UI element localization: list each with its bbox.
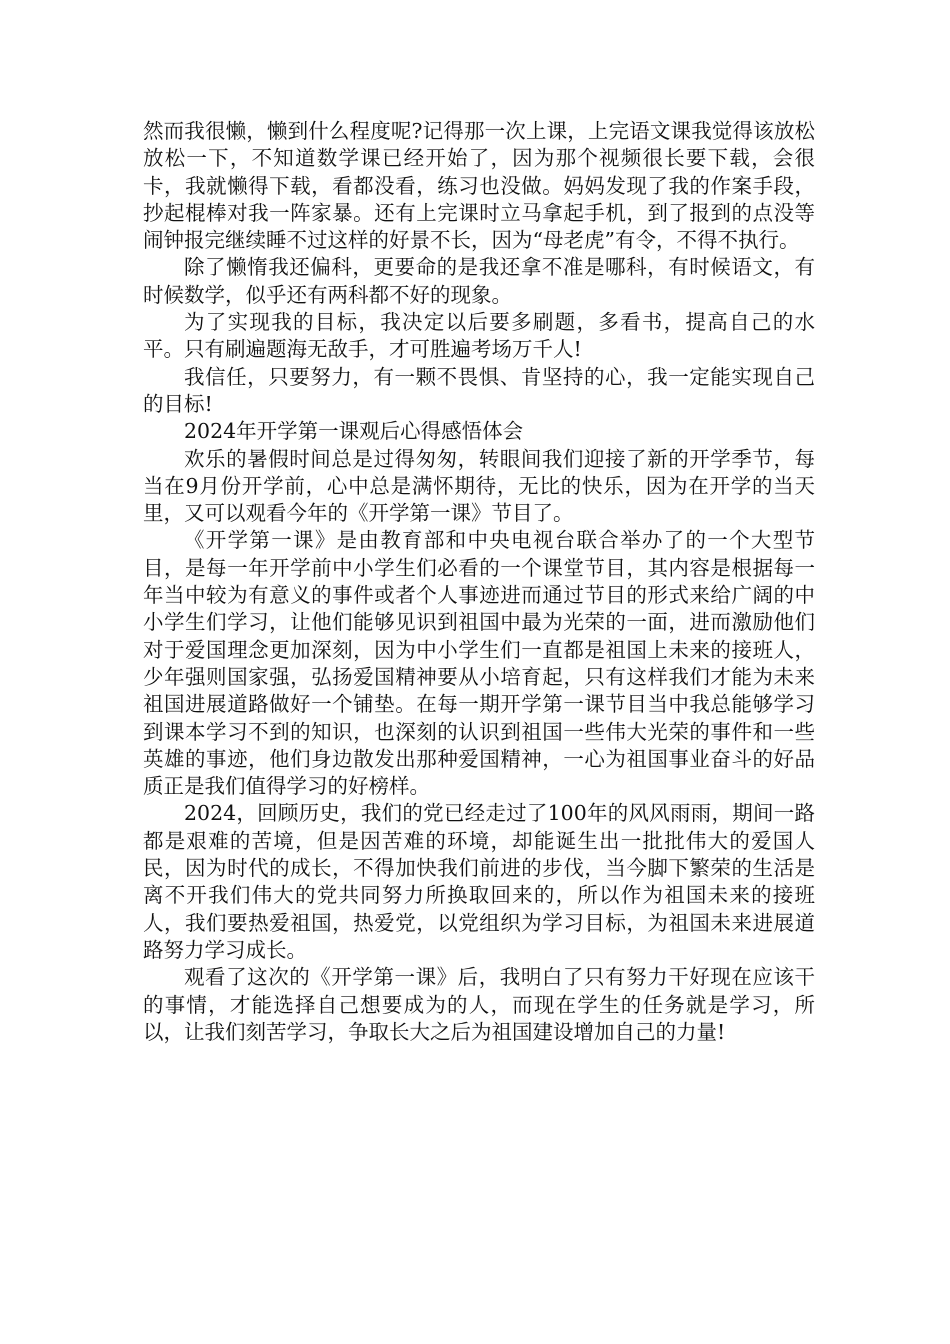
paragraph-summer: 欢乐的暑假时间总是过得匆匆，转眼间我们迎接了新的开学季节，每当在9月份开学前，心中总是满怀期待，无比的快乐，因为在开学的当天里，又可以观看今年的《开学第一课》节目了。 (143, 446, 815, 526)
paragraph-program: 《开学第一课》是由教育部和中央电视台联合举办了的一个大型节目，是每一年开学前中小学生们必看的一个课堂节目，其内容是根据每一年当中较为有意义的事件或者个人事迹进而通过节目的形式来给广阔的中小学生们学习，让他们能够见识到祖国中最为光荣的一面，进而激励他们对于爱国理念更加深刻，因为中小学生们一直都是祖国上未来的接班人，少年强则国家强，弘扬爱国精神要从小培育起，只有这样我们才能为未来祖国进展道路做好一个铺垫。在每一期开学第一课节目当中我总能够学习到课本学习不到的知识，也深刻的认识到祖国一些伟大光荣的事件和一些英雄的事迹，他们身边散发出那种爱国精神，一心为祖国事业奋斗的好品质正是我们值得学习的好榜样。 (143, 528, 815, 799)
paragraph-belief: 我信任，只要努力，有一颗不畏惧、肯坚持的心，我一定能实现自己的目标! (143, 364, 815, 416)
section-title: 2024年开学第一课观后心得感悟体会 (184, 419, 524, 444)
paragraph-conclusion: 观看了这次的《开学第一课》后，我明白了只有努力干好现在应该干的事情，才能选择自己想要成为的人，而现在学生的任务就是学习，所以，让我们刻苦学习，争取长大之后为祖国建设增加自己的力量! (143, 965, 815, 1044)
paragraph-plan: 为了实现我的目标，我决定以后要多刷题，多看书，提高自己的水平。只有刷遍题海无敌手，才可胜遍考场万千人! (143, 310, 815, 362)
paragraph-history: 2024，回顾历史，我们的党已经走过了100年的风风雨雨，期间一路都是艰难的苦境，但是因苦难的环境，却能诞生出一批批伟大的爱国人民，因为时代的成长，不得加快我们前进的步伐，当今脚下繁荣的生活是离不开我们伟大的党共同努力所换取回来的，所以作为祖国未来的接班人，我们要热爱祖国，热爱党，以党组织为学习目标，为祖国未来进展道路努力学习成长。 (143, 801, 815, 962)
document-body (143, 118, 815, 1046)
paragraph-subject-bias: 除了懒惰我还偏科，更要命的是我还拿不准是哪科，有时候语文，有时候数学，似乎还有两科都不好的现象。 (143, 255, 815, 307)
paragraph-laziness: 然而我很懒，懒到什么程度呢?记得那一次上课，上完语文课我觉得该放松放松一下，不知道数学课已经开始了，因为那个视频很长要下载，会很卡，我就懒得下载，看都没看，练习也没做。妈妈发现了我的作案手段，抄起棍棒对我一阵家暴。还有上完课时立马拿起手机，到了报到的点没等闹钟报完继续睡不过这样的好景不长，因为“母老虎”有令，不得不执行。 (143, 119, 815, 253)
